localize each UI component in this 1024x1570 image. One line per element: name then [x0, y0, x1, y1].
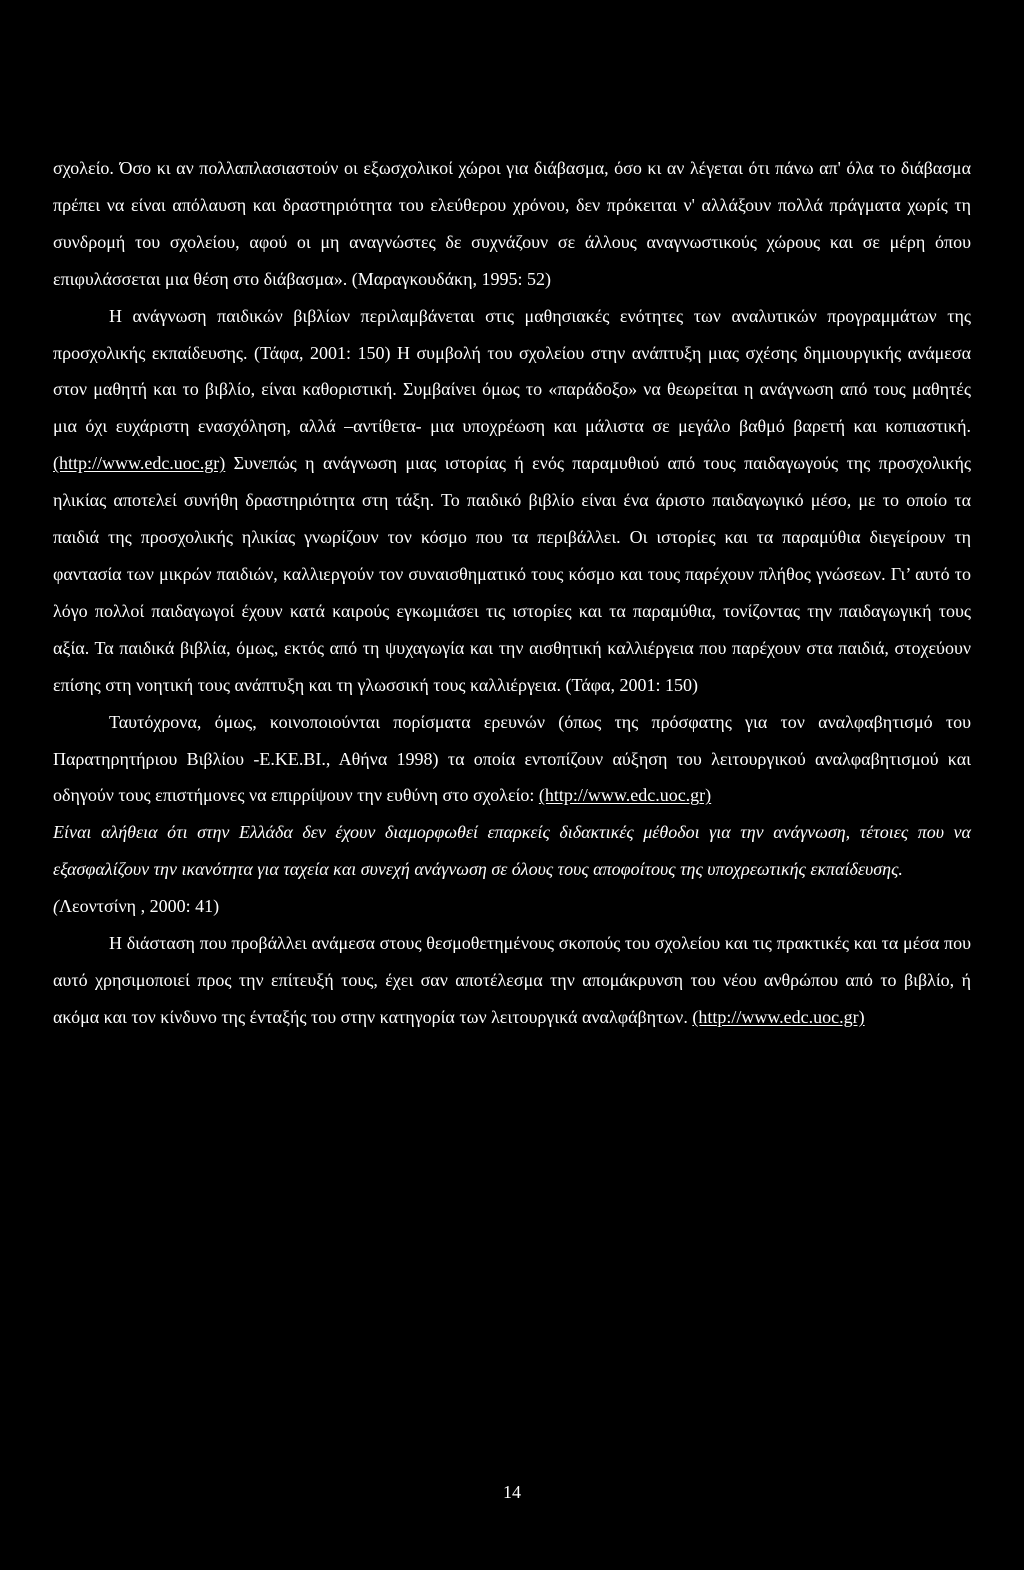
- paragraph-text: Συνεπώς η ανάγνωση μιας ιστορίας ή ενός παραμυθιού από τους παιδαγωγούς της προσχολικής ηλικίας αποτελεί συνήθη δραστηριότητα στη τάξη. Το παιδικό βιβλίο είναι ένα άριστο παιδαγωγικό μέσο, με το οποίο τα παιδιά της προσχολικής ηλικίας γνωρίζουν τον κόσμο που τα περιβάλλει. Οι ιστορίες και τα παραμύθια διεγείρουν τη φαντασία των μικρών παιδιών, καλλιεργούν τον συναισθηματικό τους κόσμο και τους παρέχουν πλήθος γνώσεων. Γι’ αυτό το λόγο πολλοί παιδαγωγοί έχουν κατά καιρούς εγκωμιάσει τις ιστορίες και τα παραμύθια, τονίζοντας την παιδαγωγική τους αξία. Τα παιδικά βιβλία, όμως, εκτός από τη ψυχαγωγία και την αισθητική καλλιέργεια που παρέχουν στα παιδιά, στοχεύουν επίσης στη νοητική τους ανάπτυξη και τη γλωσσική τους καλλιέργεια. (Τάφα, 2001: 150): [53, 453, 971, 695]
- paragraph-text: Η διάσταση που προβάλλει ανάμεσα στους θεσμοθετημένους σκοπούς του σχολείου και τις πρακτικές και τα μέσα που αυτό χρησιμοποιεί προς την επίτευξή τους, έχει σαν αποτέλεσμα την απομάκρυνση του νέου ανθρώπου από το βιβλίο, ή ακόμα και τον κίνδυνο της ένταξής του στην κατηγορία των λειτουργικά αναλφάβητων.: [53, 933, 971, 1027]
- paragraph-preschool-reading: [53, 298, 971, 704]
- paragraph-research-findings: [53, 704, 971, 815]
- source-link[interactable]: (http://www.edc.uoc.gr): [692, 1006, 865, 1027]
- paragraph-text: Η ανάγνωση παιδικών βιβλίων περιλαμβάνεται στις μαθησιακές ενότητες των αναλυτικών προγραμμάτων της προσχολικής εκπαίδευσης. (Τάφα, 2001: 150) Η συμβολή του σχολείου στην ανάπτυξη μιας σχέσης δημιουργικής ανάμεσα στον μαθητή και το βιβλίο, είναι καθοριστική. Συμβαίνει όμως το «παράδοξο» να θεωρείται η ανάγνωση από τους μαθητές μια όχι ευχάριστη ενασχόληση, αλλά –αντίθετα- μια υποχρέωση και μάλιστα σε μεγάλο βαθμό βαρετή και κοπιαστική.: [53, 305, 971, 437]
- citation-text: Λεοντσίνη , 2000: 41): [59, 896, 220, 917]
- paragraph-conclusion: [53, 925, 971, 1036]
- citation-open-paren: (: [53, 896, 59, 917]
- quote-citation: [53, 888, 971, 925]
- source-link[interactable]: (http://www.edc.uoc.gr): [53, 453, 226, 474]
- block-quote: [53, 814, 971, 888]
- paragraph-text: Ταυτόχρονα, όμως, κοινοποιούνται πορίσματα ερευνών (όπως της πρόσφατης για τον αναλφαβητισμό του Παρατηρητήριου Βιβλίου -Ε.ΚΕ.ΒΙ., Αθήνα 1998) τα οποία εντοπίζουν αύξηση του λειτουργικού αναλφαβητισμού και οδηγούν τους επιστήμονες να επιρρίψουν την ευθύνη στο σχολείο:: [53, 711, 971, 806]
- quote-text: Είναι αλήθεια ότι στην Ελλάδα δεν έχουν διαμορφωθεί επαρκείς διδακτικές μέθοδοι για την ανάγνωση, τέτοιες που να εξασφαλίζουν την ικανότητα για ταχεία και συνεχή ανάγνωση σε όλους τους αποφοίτους της υποχρεωτικής εκπαίδευσης.: [53, 822, 971, 880]
- paragraph-continuation: [53, 150, 971, 298]
- body-text: [53, 150, 971, 1036]
- paragraph-text: σχολείο. Όσο κι αν πολλαπλασιαστούν οι εξωσχολικοί χώροι για διάβασμα, όσο κι αν λέγεται ότι πάνω απ' όλα το διάβασμα πρέπει να είναι απόλαυση και δραστηριότητα του ελεύθερου χρόνου, δεν πρόκειται ν' αλλάξουν πολλά πράγματα χωρίς τη συνδρομή του σχολείου, αφού οι μη αναγνώστες δε συχνάζουν σε άλλους αναγνωστικούς χώρους και σε μέρη όπου επιφυλάσσεται μια θέση στο διάβασμα». (Μαραγκουδάκη, 1995: 52): [53, 158, 971, 289]
- source-link[interactable]: (http://www.edc.uoc.gr): [538, 785, 712, 806]
- page-number: 14: [503, 1482, 521, 1502]
